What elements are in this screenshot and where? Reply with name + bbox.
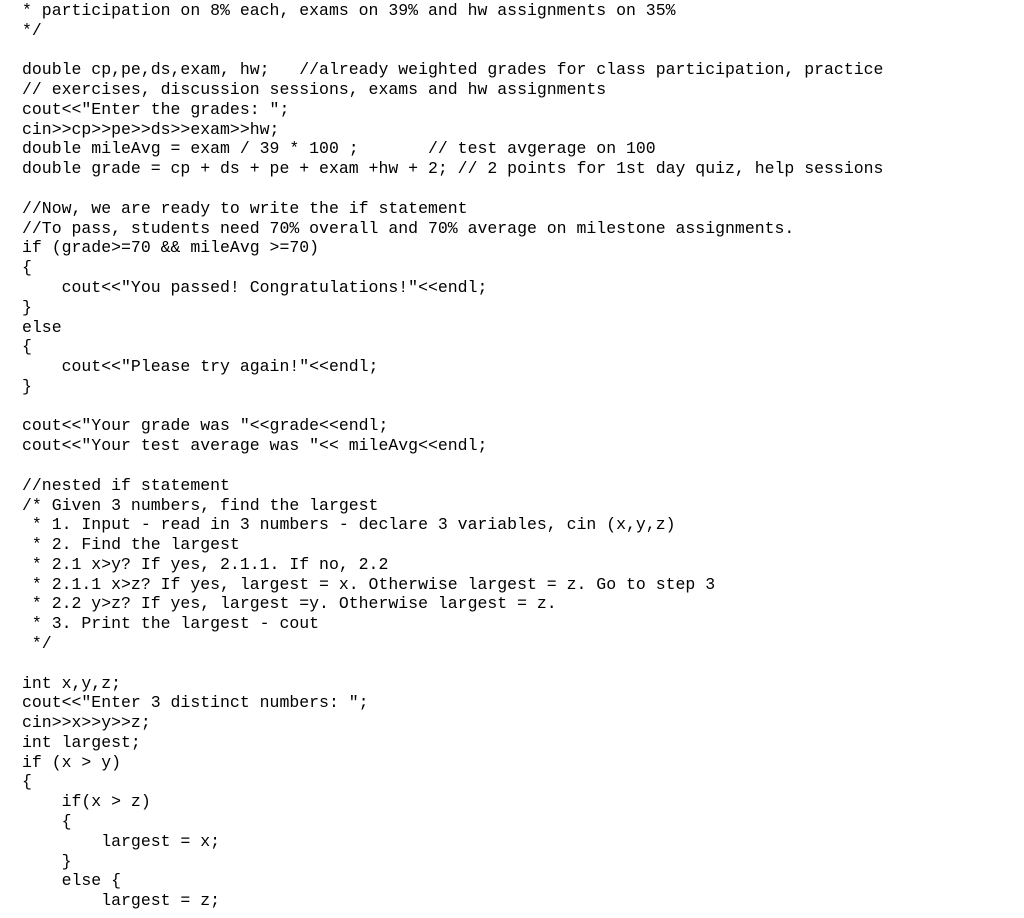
code-line: } xyxy=(22,297,32,317)
code-line: else { xyxy=(22,871,122,891)
code-line: largest = z; xyxy=(22,891,221,911)
code-line: // exercises, discussion sessions, exams and hw assignments xyxy=(22,80,607,100)
code-line: else xyxy=(22,317,62,337)
code-line: cout<<"Enter 3 distinct numbers: "; xyxy=(22,693,369,713)
code-line: double cp,pe,ds,exam, hw; //already weighted grades for class participation, practice xyxy=(22,60,884,80)
code-line: * 2.1.1 x>z? If yes, largest = x. Otherwise largest = z. Go to step 3 xyxy=(22,574,716,594)
code-line: cout<<"Enter the grades: "; xyxy=(22,99,290,119)
code-line: //Now, we are ready to write the if statement xyxy=(22,198,468,218)
code-line xyxy=(22,456,883,476)
code-line: int x,y,z; xyxy=(22,673,122,693)
code-line: if (grade>=70 && mileAvg >=70) xyxy=(22,238,320,258)
code-line: cout<<"Please try again!"<<endl; xyxy=(22,357,379,377)
code-listing xyxy=(22,1,883,911)
code-line: /* Given 3 numbers, find the largest xyxy=(22,495,379,515)
code-line: { xyxy=(22,258,32,278)
code-line: cout<<"Your grade was "<<grade<<endl; xyxy=(22,416,389,436)
code-line: } xyxy=(22,376,32,396)
code-line: int largest; xyxy=(22,732,141,752)
code-line: * 1. Input - read in 3 numbers - declare 3 variables, cin (x,y,z) xyxy=(22,515,676,535)
code-line: //To pass, students need 70% overall and 70% average on milestone assignments. xyxy=(22,218,795,238)
code-line: */ xyxy=(22,634,52,653)
code-line: } xyxy=(22,851,72,871)
code-line xyxy=(22,397,883,417)
code-line: cin>>cp>>pe>>ds>>exam>>hw; xyxy=(22,119,280,139)
code-line: largest = x; xyxy=(22,831,221,851)
code-line: { xyxy=(22,772,32,792)
code-line: if (x > y) xyxy=(22,752,122,772)
code-line xyxy=(22,179,883,199)
code-line: { xyxy=(22,812,72,832)
code-line: { xyxy=(22,337,32,357)
code-line: if(x > z) xyxy=(22,792,151,812)
code-line xyxy=(22,654,883,674)
code-line: * participation on 8% each, exams on 39% and hw assignments on 35% xyxy=(22,1,676,20)
code-line: * 3. Print the largest - cout xyxy=(22,614,320,634)
code-line: * 2.2 y>z? If yes, largest =y. Otherwise largest = z. xyxy=(22,594,557,614)
code-line: cin>>x>>y>>z; xyxy=(22,713,151,733)
code-line: */ xyxy=(22,20,42,40)
code-line xyxy=(22,41,883,61)
code-line: * 2.1 x>y? If yes, 2.1.1. If no, 2.2 xyxy=(22,554,389,574)
code-line: cout<<"Your test average was "<< mileAvg<<endl; xyxy=(22,436,488,456)
code-line: * 2. Find the largest xyxy=(22,535,240,555)
code-line: double mileAvg = exam / 39 * 100 ; // test avgerage on 100 xyxy=(22,139,656,159)
code-line: double grade = cp + ds + pe + exam +hw + 2; // 2 points for 1st day quiz, help sessions xyxy=(22,159,884,179)
code-line: //nested if statement xyxy=(22,475,230,495)
code-line: cout<<"You passed! Congratulations!"<<endl; xyxy=(22,277,488,297)
